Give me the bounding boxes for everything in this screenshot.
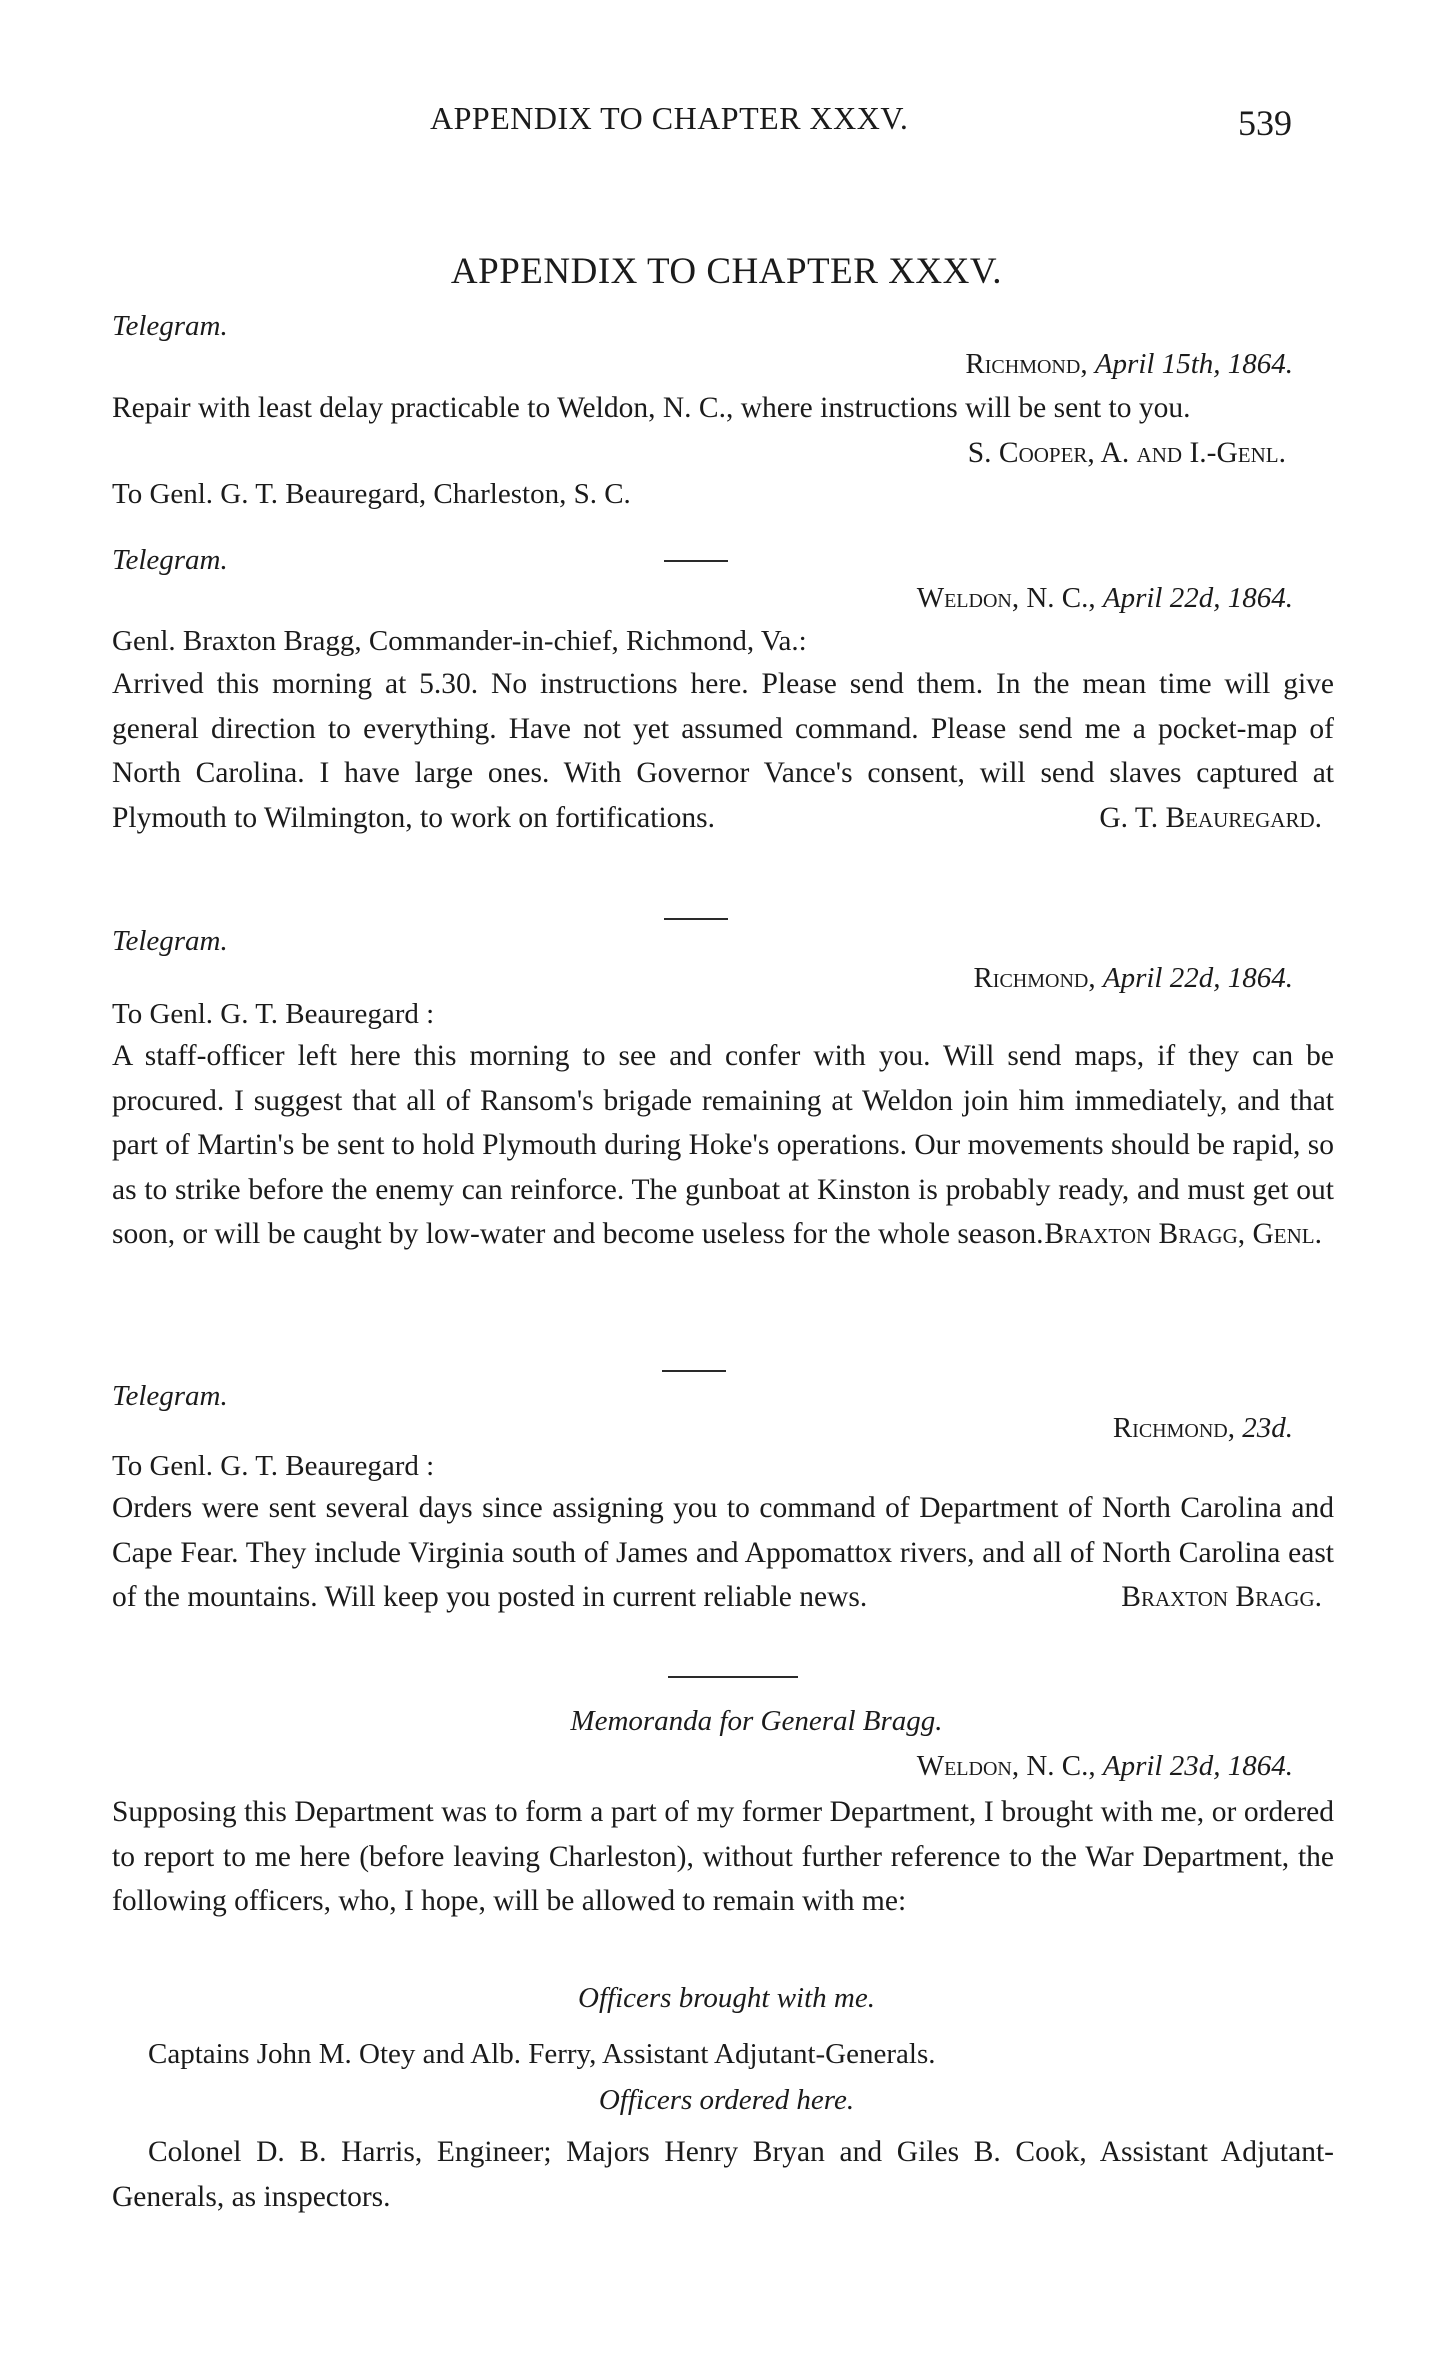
memo-title: Memoranda for General Bragg. [570,1705,943,1737]
divider [668,1676,798,1678]
doc4-text: Orders were sent several days since assigning you to command of Department of North Carolina and Cape Fear. They include Virginia south of James and Appomattox rivers, and all of North Carolina east of the mountains. Will keep you posted in current reliable news. [112,1492,1334,1613]
doc3-kind: Telegram. [112,925,228,957]
doc2-date: April 22d, 1864. [1102,582,1293,614]
doc4-to: To Genl. G. T. Beauregard : [112,1450,435,1482]
doc4-body [112,1486,1334,1620]
doc3-date: April 22d, 1864. [1102,962,1293,994]
memo-place: Weldon, N. C., [916,1750,1096,1782]
section-title: APPENDIX TO CHAPTER XXXV. [450,251,1003,292]
doc4-dateline [1113,1412,1293,1445]
doc1-place: Richmond, [965,348,1088,380]
doc4-kind: Telegram. [112,1380,228,1412]
doc2-text: Arrived this morning at 5.30. No instructions here. Please send them. In the mean time will give general direction to everything. Have not yet assumed command. Please send me a pocket-map of North Carolina. I have large ones. With Governor Vance's consent, will send slaves captured at Plymouth to Wilmington, to work on fortifications. [112,668,1334,834]
doc1-to: To Genl. G. T. Beauregard, Charleston, S. C. [112,478,631,510]
memo-body [112,1790,1334,1924]
memo-dateline [917,1750,1293,1783]
doc1-date: April 15th, 1864. [1094,348,1293,380]
doc3-text: A staff-officer left here this morning to see and confer with you. Will send maps, if they can be procured. I suggest that all of Ransom's brigade remaining at Weldon join him immediately, and that part of Martin's be sent to hold Plymouth during Hoke's operations. Our movements should be rapid, so as to strike before the enemy can reinforce. The gunboat at Kinston is probably ready, and must get out soon, or will be caught by low-water and become useless for the whole season. [112,1040,1334,1250]
doc4-place: Richmond, [1112,1412,1235,1444]
divider [662,1370,726,1372]
doc3-place: Richmond, [973,962,1096,994]
divider [664,918,728,920]
doc2-body [112,662,1334,840]
doc3-signature: Braxton Bragg, Genl. [1044,1218,1322,1250]
memo-text: Supposing this Department was to form a part of my former Department, I brought with me, or ordered to report to me here (before leaving Charleston), without further reference to the War Department, the following officers, who, I hope, will be allowed to remain with me: [112,1796,1334,1917]
doc1-body [112,386,1334,475]
doc2-kind: Telegram. [112,544,228,576]
memo-list-ordered [112,2130,1334,2219]
divider [664,560,728,562]
doc2-place: Weldon, N. C., [916,582,1096,614]
doc2-to: Genl. Braxton Bragg, Commander-in-chief, Richmond, Va.: [112,625,807,657]
doc1-kind: Telegram. [112,310,228,342]
doc2-dateline [917,582,1293,615]
memo-list-brought: Captains John M. Otey and Alb. Ferry, Assistant Adjutant-Generals. [148,2038,936,2070]
doc4-signature: Braxton Bragg. [1121,1581,1322,1613]
doc2-signature: G. T. Beauregard. [1099,801,1322,834]
doc1-text: Repair with least delay practicable to Weldon, N. C., where instructions will be sent to you. [112,392,1191,424]
memo-subheading-brought: Officers brought with me. [578,1982,875,2014]
doc3-to: To Genl. G. T. Beauregard : [112,998,435,1030]
doc3-dateline [973,962,1293,995]
memo-date: April 23d, 1864. [1102,1750,1293,1782]
memo-subheading-ordered: Officers ordered here. [598,2084,855,2116]
running-head: APPENDIX TO CHAPTER XXXV. [430,100,909,136]
doc3-body [112,1034,1334,1257]
doc1-signature: S. Cooper, A. and I.-Genl. [967,436,1286,469]
memo-list-ordered-text: Colonel D. B. Harris, Engineer; Majors Henry Bryan and Giles B. Cook, Assistant Adjutant-Generals, as inspectors. [112,2136,1334,2213]
page-number: 539 [1238,103,1292,143]
doc4-date: 23d. [1242,1412,1293,1444]
doc1-dateline [965,348,1293,381]
